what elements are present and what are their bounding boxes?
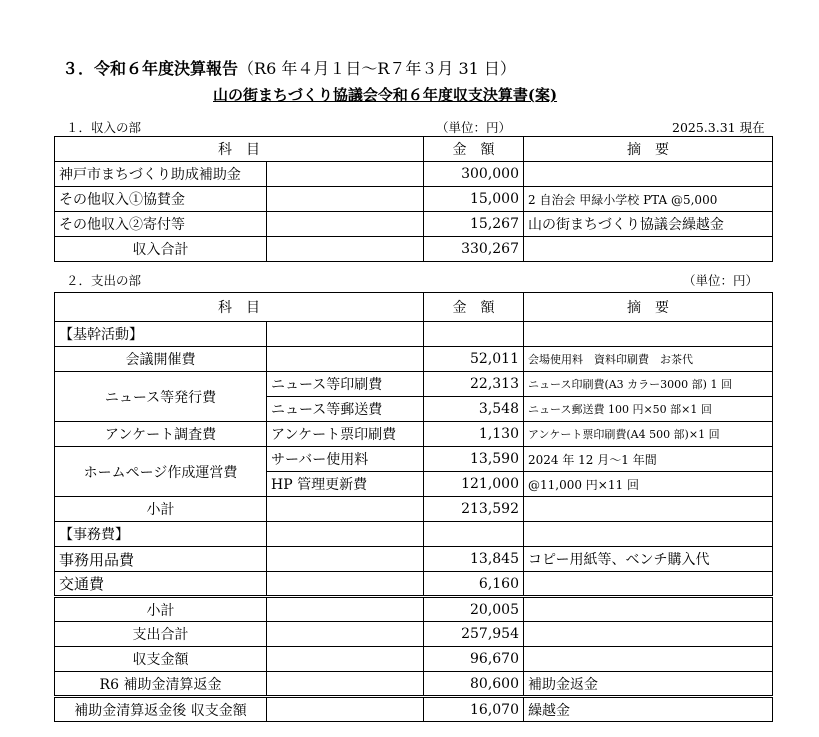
table-row [55,572,773,597]
expense-amount: 121,000 [424,472,524,497]
income-item: その他収入①協賛金 [55,187,267,212]
expense-note: @11,000 円×11 回 [524,472,773,497]
expense-amount: 13,845 [424,547,524,572]
income-section-label: １．収入の部 [66,120,142,135]
final-balance-amount: 16,070 [424,697,524,722]
expense-amount: 3,548 [424,397,524,422]
table-row [55,547,773,572]
income-note: 2 自治会 甲緑小学校 PTA @5,000 [524,187,773,212]
expense-amount: 22,313 [424,372,524,397]
expense-total-row [55,622,773,647]
expense-subitem [267,347,424,372]
income-amount: 15,267 [424,212,524,237]
table-row [55,212,773,237]
report-title [62,56,516,79]
expense-subitem: ニュース等郵送費 [267,397,424,422]
income-note [524,162,773,187]
refund-amount: 80,600 [424,672,524,697]
expense-unit: （単位：円） [683,273,759,288]
blank-cell [424,522,524,547]
expense-table [54,292,773,722]
expense-section-label: ２．支出の部 [66,273,142,288]
income-subitem [267,162,424,187]
core-section-label: 【基幹活動】 [55,322,267,347]
expense-subitem: HP 管理更新費 [267,472,424,497]
balance-row [55,647,773,672]
expense-subitem: ニュース等印刷費 [267,372,424,397]
table-row [55,187,773,212]
expense-item: 会議開催費 [55,347,267,372]
expense-item: ニュース等発行費 [55,372,267,422]
table-row [55,447,773,472]
blank-cell [267,622,424,647]
income-header-amount: 金 額 [424,137,524,162]
income-header-note: 摘 要 [524,137,773,162]
blank-cell [267,522,424,547]
blank-cell [267,547,424,572]
report-title-text: ３．令和６年度決算報告 [62,59,239,78]
final-balance-note: 繰越金 [524,697,773,722]
balance-amount: 96,670 [424,647,524,672]
final-balance-label: 補助金清算返金後 収支金額 [55,697,267,722]
income-unit: （単位：円） [436,120,512,135]
blank-cell [267,597,424,622]
expense-item: ホームページ作成運営費 [55,447,267,497]
expense-amount: 52,011 [424,347,524,372]
blank-cell [524,647,773,672]
final-balance-row [55,697,773,722]
expense-header-item: 科 目 [55,293,424,322]
blank-cell [267,572,424,597]
balance-label: 収支金額 [55,647,267,672]
income-total-label: 収入合計 [55,237,267,262]
income-subitem [267,187,424,212]
report-period: （R6 年４月１日～R７年３月 31 日） [238,59,516,78]
expense-note: 2024 年 12 月～1 年間 [524,447,773,472]
expense-note: 会場使用料 資料印刷費 お茶代 [524,347,773,372]
blank-cell [424,322,524,347]
income-header-row [55,137,773,162]
blank-cell [524,497,773,522]
table-row [55,162,773,187]
expense-header-amount: 金 額 [424,293,524,322]
expense-note: ニュース印刷費(A3 カラー3000 部) 1 回 [524,372,773,397]
expense-note: コピー用紙等、ベンチ購入代 [524,547,773,572]
blank-cell [267,647,424,672]
income-note: 山の街まちづくり協議会繰越金 [524,212,773,237]
income-amount: 15,000 [424,187,524,212]
expense-subitem: サーバー使用料 [267,447,424,472]
income-amount: 300,000 [424,162,524,187]
income-total-blank [267,237,424,262]
core-section-row [55,322,773,347]
expense-item: アンケート調査費 [55,422,267,447]
income-total-row [55,237,773,262]
expense-header-row [55,293,773,322]
blank-cell [524,597,773,622]
office-section-label: 【事務費】 [55,522,267,547]
expense-note: アンケート票印刷費(A4 500 部)×1 回 [524,422,773,447]
income-header-item: 科 目 [55,137,424,162]
office-subtotal-amount: 20,005 [424,597,524,622]
expense-subitem: アンケート票印刷費 [267,422,424,447]
table-row [55,372,773,397]
expense-item: 交通費 [55,572,267,597]
core-subtotal-amount: 213,592 [424,497,524,522]
income-total-note [524,237,773,262]
expense-total-label: 支出合計 [55,622,267,647]
expense-item: 事務用品費 [55,547,267,572]
income-item: 神戸市まちづくり助成補助金 [55,162,267,187]
blank-cell [267,672,424,697]
blank-cell [524,622,773,647]
expense-amount: 6,160 [424,572,524,597]
income-total-amount: 330,267 [424,237,524,262]
expense-amount: 13,590 [424,447,524,472]
refund-note: 補助金返金 [524,672,773,697]
blank-cell [267,697,424,722]
expense-total-amount: 257,954 [424,622,524,647]
table-row [55,347,773,372]
blank-cell [524,572,773,597]
expense-amount: 1,130 [424,422,524,447]
core-subtotal-row [55,497,773,522]
income-item: その他収入②寄付等 [55,212,267,237]
blank-cell [524,322,773,347]
refund-label: R6 補助金清算返金 [55,672,267,697]
office-section-row [55,522,773,547]
blank-cell [267,497,424,522]
refund-row [55,672,773,697]
expense-note: ニュース郵送費 100 円×50 部×1 回 [524,397,773,422]
office-subtotal-label: 小計 [55,597,267,622]
income-subitem [267,212,424,237]
blank-cell [267,322,424,347]
statement-subtitle: 山の街まちづくり協議会令和６年度収支決算書(案) [213,86,558,104]
office-subtotal-row [55,597,773,622]
core-subtotal-label: 小計 [55,497,267,522]
expense-header-note: 摘 要 [524,293,773,322]
table-row [55,422,773,447]
as-of-date: 2025.3.31 現在 [672,120,765,135]
income-table [54,136,773,262]
blank-cell [524,522,773,547]
